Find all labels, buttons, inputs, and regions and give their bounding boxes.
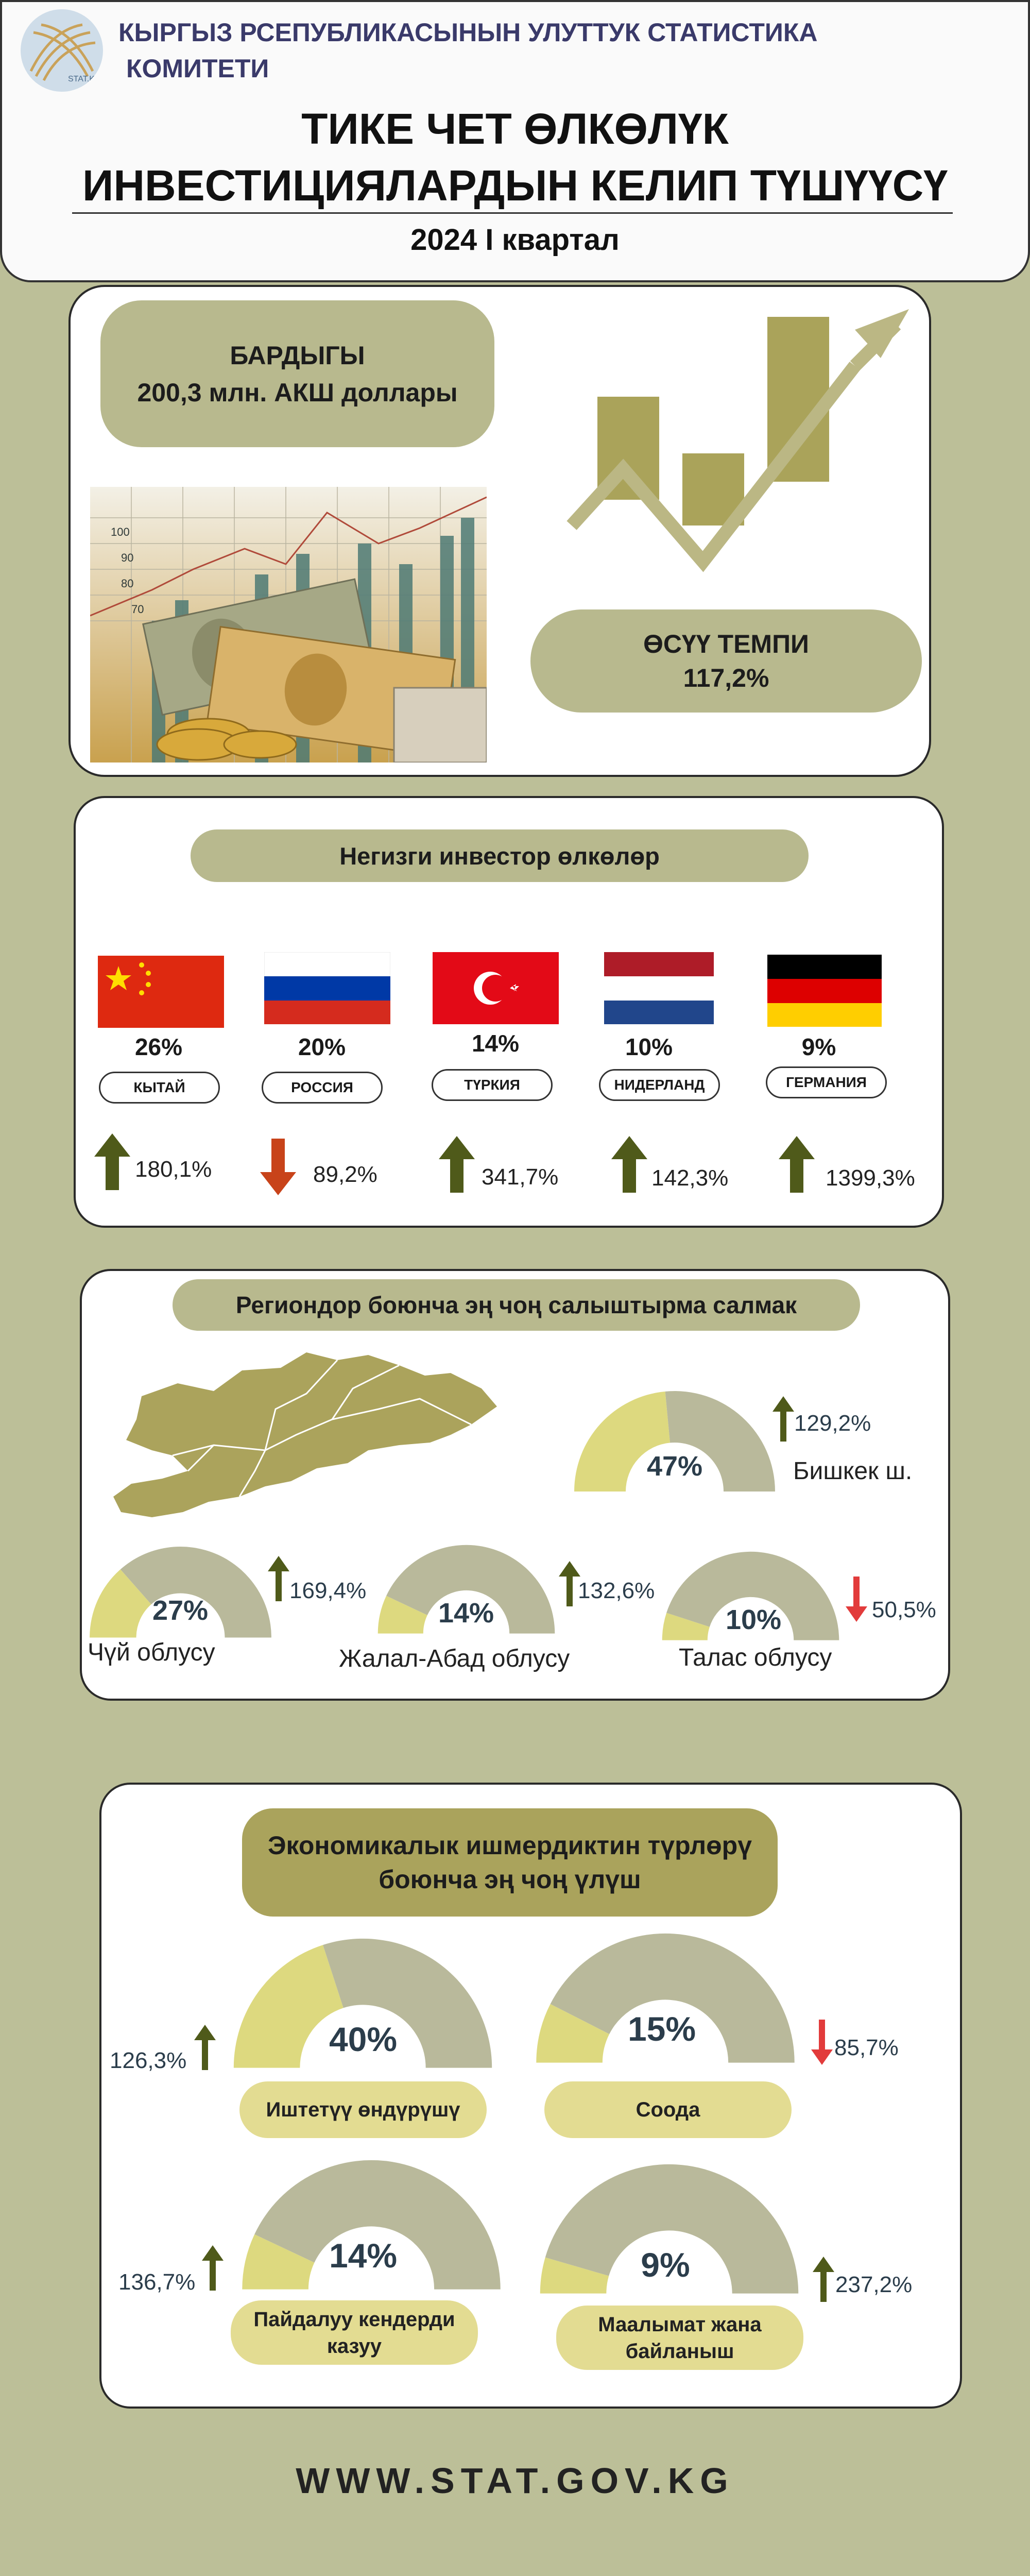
- region-share: 10%: [725, 1604, 782, 1635]
- investor-country-label: ТҮРКИЯ: [432, 1069, 553, 1101]
- growth-rate-value: 117,2%: [683, 664, 769, 692]
- organization-name-line2: КОМИТЕТИ: [126, 54, 269, 83]
- arrow-up-icon: [94, 1133, 130, 1190]
- growth-chart-icon: [566, 309, 917, 577]
- economy-sector-label-line1: Пайдалуу кендерди: [253, 2308, 455, 2331]
- arrow-up-icon: [439, 1136, 475, 1193]
- page-title-line1: ТИКЕ ЧЕТ ӨЛКӨЛҮК: [301, 105, 729, 153]
- total-volume-badge: [100, 300, 494, 447]
- arrow-up-icon: [202, 2245, 224, 2291]
- arrow-up-icon: [772, 1396, 794, 1442]
- economy-sector-label-line1: Маалымат жана: [598, 2313, 762, 2336]
- investor-trend: 341,7%: [482, 1164, 559, 1190]
- economy-sector-label: [556, 2306, 803, 2370]
- growth-rate-badge: [530, 609, 922, 713]
- economy-sector-label-line2: казуу: [327, 2334, 382, 2358]
- china-flag-icon: [98, 956, 224, 1028]
- economy-trend: 136,7%: [118, 2269, 196, 2295]
- economy-sector-label: Соода: [544, 2081, 792, 2138]
- economy-trend: 237,2%: [835, 2272, 913, 2297]
- russia-flag-icon: [264, 952, 390, 1024]
- arrow-up-icon: [611, 1136, 647, 1193]
- investor-share: 20%: [298, 1033, 346, 1060]
- arrow-down-icon: [811, 2020, 833, 2065]
- svg-text:100: 100: [111, 526, 130, 538]
- investor-share: 14%: [471, 1030, 520, 1057]
- page-title-line2: ИНВЕСТИЦИЯЛАРДЫН КЕЛИП ТҮШҮҮСҮ: [82, 161, 948, 210]
- turkey-flag-icon: [433, 952, 559, 1024]
- region-name: Жалал-Абад облусу: [339, 1645, 570, 1672]
- economy-sector-label-line2: байланыш: [625, 2340, 734, 2363]
- investor-country-label: НИДЕРЛАНД: [599, 1069, 720, 1101]
- total-volume-label: БАРДЫГЫ: [230, 341, 365, 370]
- investor-trend: 89,2%: [313, 1162, 377, 1187]
- regions-title: Региондор боюнча эң чоң салыштырма салмак: [173, 1279, 860, 1331]
- svg-text:80: 80: [121, 577, 134, 590]
- arrow-up-icon: [779, 1136, 815, 1193]
- region-trend: 129,2%: [794, 1411, 871, 1436]
- netherlands-flag-icon: [604, 952, 714, 1024]
- arrow-up-icon: [268, 1556, 289, 1601]
- region-trend: 132,6%: [578, 1578, 655, 1603]
- region-trend: 50,5%: [872, 1597, 936, 1622]
- arrow-up-icon: [813, 2257, 834, 2302]
- economy-share: 14%: [329, 2236, 398, 2275]
- investor-share: 26%: [134, 1033, 183, 1060]
- region-name: Чүй облусу: [88, 1639, 215, 1666]
- investor-country-label: РОССИЯ: [262, 1072, 383, 1104]
- economy-share: 15%: [627, 2010, 696, 2048]
- region-trend: 169,4%: [289, 1578, 367, 1603]
- svg-text:70: 70: [131, 603, 144, 616]
- page-title: [0, 100, 1030, 214]
- website-url[interactable]: WWW.STAT.GOV.KG: [296, 2461, 734, 2501]
- investor-share: 9%: [801, 1033, 836, 1060]
- economy-title: [242, 1808, 778, 1917]
- arrow-up-icon: [194, 2025, 216, 2070]
- growth-rate-label: ӨСҮҮ ТЕМПИ: [643, 630, 809, 658]
- gauge-chart: [84, 1542, 277, 1642]
- investor-trend: 142,3%: [651, 1165, 729, 1191]
- investors-title: Негизги инвестор өлкөлөр: [191, 829, 809, 882]
- total-volume-value: 200,3 млн. АКШ доллары: [137, 378, 458, 407]
- region-share: 27%: [152, 1595, 209, 1626]
- economy-title-line1: Экономикалык ишмердиктин түрлөрү: [267, 1831, 752, 1860]
- economy-sector-label: Иштетүү өндүрүшү: [239, 2081, 487, 2138]
- arrow-up-icon: [559, 1561, 580, 1606]
- organization-name: [118, 14, 817, 87]
- report-period: 2024 I квартал: [410, 223, 620, 257]
- investor-trend: 1399,3%: [826, 1165, 915, 1191]
- organization-name-line1: КЫРГЫЗ РСЕПУБЛИКАСЫНЫН УЛУТТУК СТАТИСТИКА: [118, 18, 818, 47]
- arrow-down-icon: [260, 1139, 296, 1195]
- region-share: 47%: [646, 1451, 703, 1482]
- money-chart-image: [90, 487, 487, 762]
- economy-title-line2: боюнча эң чоң үлүш: [379, 1865, 641, 1894]
- economy-trend: 126,3%: [110, 2048, 187, 2073]
- investor-share: 10%: [625, 1033, 673, 1060]
- region-name: Бишкек ш.: [793, 1458, 913, 1485]
- economy-sector-label: [231, 2300, 478, 2365]
- germany-flag-icon: [767, 955, 882, 1027]
- investor-trend: 180,1%: [135, 1157, 212, 1182]
- investor-country-label: КЫТАЙ: [99, 1072, 220, 1104]
- svg-text:STAT.KG: STAT.KG: [68, 75, 101, 83]
- kyrgyzstan-map: [111, 1347, 502, 1525]
- stat-logo-icon: [21, 9, 103, 92]
- economy-share: 9%: [641, 2246, 690, 2284]
- arrow-down-icon: [846, 1577, 867, 1622]
- region-name: Талас облусу: [679, 1644, 832, 1671]
- title-divider: [72, 212, 953, 214]
- region-share: 14%: [438, 1598, 494, 1629]
- economy-share: 40%: [329, 2020, 398, 2058]
- economy-trend: 85,7%: [834, 2035, 899, 2060]
- investor-country-label: ГЕРМАНИЯ: [766, 1066, 887, 1098]
- svg-text:90: 90: [121, 551, 134, 564]
